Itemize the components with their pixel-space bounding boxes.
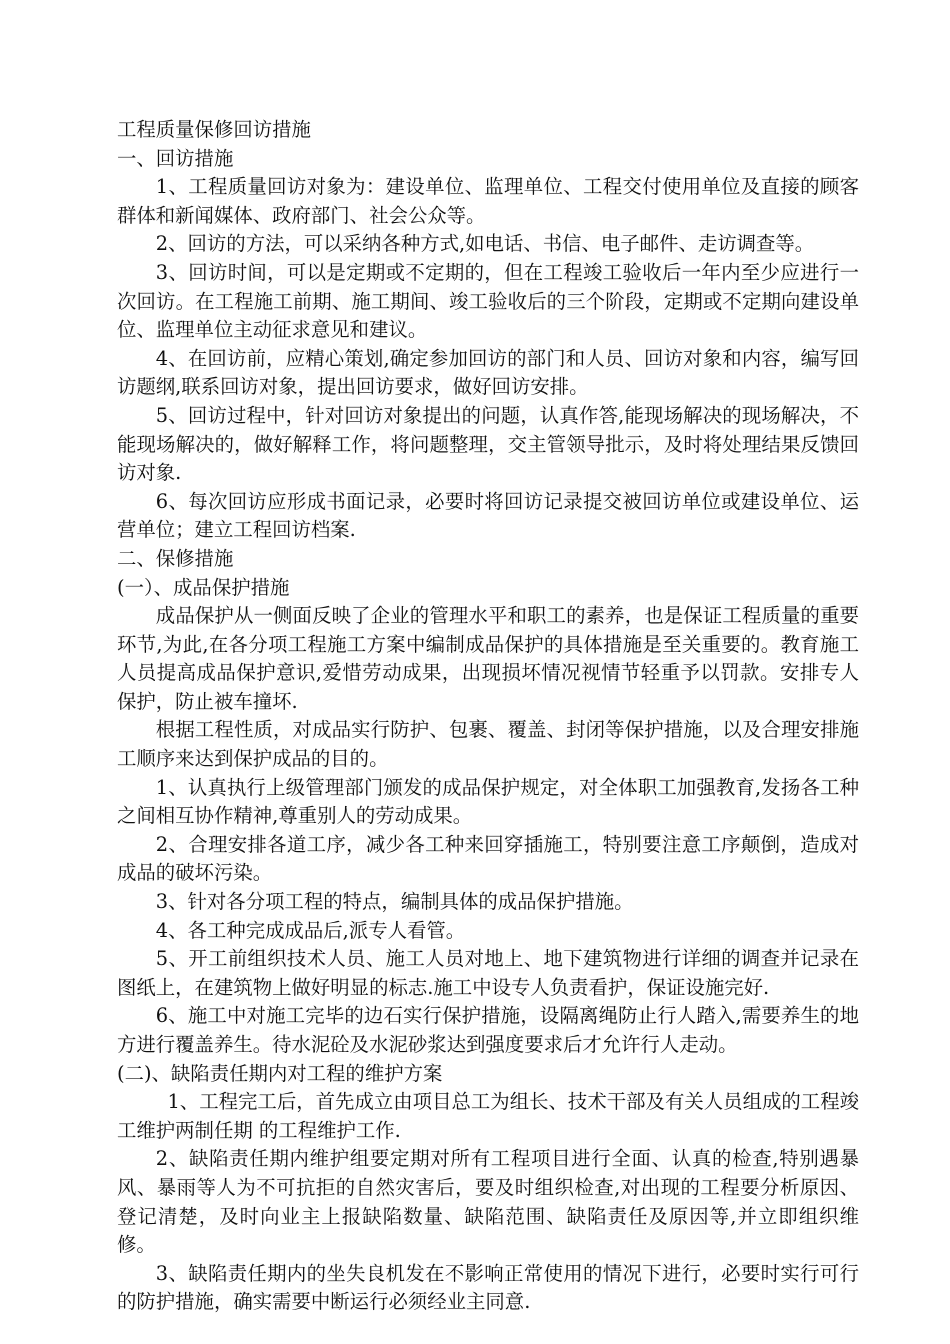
subsection2-paragraph-2: 2、缺陷责任期内维护组要定期对所有工程项目进行全面、认真的检查,特别遇暴风、暴雨等人为不可抗拒的自然灾害后，要及时组织检查,对出现的工程要分析原因、登记清楚，及时向业主上报缺陷数量、缺陷范围、缺陷责任及原因等,并立即组织维修。	[117, 1147, 859, 1257]
subsection2-paragraph-3: 3、缺陷责任期内的坐失良机发在不影响正常使用的情况下进行，必要时实行可行的防护措施，确实需要中断运行必须经业主同意.	[117, 1261, 859, 1314]
section1-paragraph-2: 2、回访的方法，可以采纳各种方式,如电话、书信、电子邮件、走访调查等。	[155, 232, 815, 256]
subsection1-paragraph-2: 根据工程性质，对成品实行防护、包裹、覆盖、封闭等保护措施，以及合理安排施工顺序来达到保护成品的目的。	[117, 718, 859, 771]
subsection1-heading: (一）、成品保护措施	[117, 575, 290, 599]
section1-paragraph-3: 3、回访时间，可以是定期或不定期的，但在工程竣工验收后一年内至少应进行一次回访。在工程施工前期、施工期间、竣工验收后的三个阶段，定期或不定期向建设单位、监理单位主动征求意见和建议。	[117, 260, 859, 342]
subsection1-paragraph-3: 1、认真执行上级管理部门颁发的成品保护规定，对全体职工加强教育,发扬各工种之间相互协作精神,尊重别人的劳动成果。	[117, 775, 859, 828]
document-page	[117, 116, 859, 1317]
section1-paragraph-5: 5、回访过程中，针对回访对象提出的问题，认真作答,能现场解决的现场解决，不能现场解决的，做好解释工作，将问题整理，交主管领导批示，及时将处理结果反馈回访对象.	[117, 403, 859, 485]
section1-paragraph-4: 4、在回访前，应精心策划,确定参加回访的部门和人员、回访对象和内容，编写回访题纲,联系回访对象，提出回访要求，做好回访安排。	[117, 346, 859, 399]
section2-heading: 二、保修措施	[117, 546, 234, 570]
subsection1-paragraph-4: 2、合理安排各道工序，减少各工种来回穿插施工，特别要注意工序颠倒，造成对成品的破坏污染。	[117, 832, 859, 885]
subsection1-paragraph-6: 4、各工种完成成品后,派专人看管。	[155, 918, 466, 942]
subsection2-paragraph-1: 1、工程完工后，首先成立由项目总工为组长、技术干部及有关人员组成的工程竣工维护两制任期 的工程维护工作.	[117, 1090, 859, 1142]
subsection1-paragraph-8: 6、施工中对施工完毕的边石实行保护措施，设隔离绳防止行人踏入,需要养生的地方进行覆盖养生。待水泥砼及水泥砂浆达到强度要求后才允许行人走动。	[117, 1004, 859, 1056]
subsection1-paragraph-5: 3、针对各分项工程的特点，编制具体的成品保护措施。	[155, 890, 634, 914]
section1-paragraph-1: 1、工程质量回访对象为：建设单位、监理单位、工程交付使用单位及直接的顾客群体和新闻媒体、政府部门、社会公众等。	[117, 175, 859, 227]
document-title: 工程质量保修回访措施	[117, 118, 311, 141]
subsection2-heading: (二)、缺陷责任期内对工程的维护方案	[117, 1061, 443, 1085]
subsection1-paragraph-7: 5、开工前组织技术人员、施工人员对地上、地下建筑物进行详细的调查并记录在图纸上，在建筑物上做好明显的标志.施工中设专人负责看护，保证设施完好.	[117, 947, 859, 999]
section1-heading: 一、回访措施	[117, 146, 234, 170]
subsection1-paragraph-1: 成品保护从一侧面反映了企业的管理水平和职工的素养，也是保证工程质量的重要环节,为此,在各分项工程施工方案中编制成品保护的具体措施是至关重要的。教育施工人员提高成品保护意识,爱惜劳动成果，出现损坏情况视情节轻重予以罚款。安排专人保护，防止被车撞坏.	[117, 604, 859, 713]
section1-paragraph-6: 6、每次回访应形成书面记录，必要时将回访记录提交被回访单位或建设单位、运营单位；建立工程回访档案.	[117, 489, 859, 542]
